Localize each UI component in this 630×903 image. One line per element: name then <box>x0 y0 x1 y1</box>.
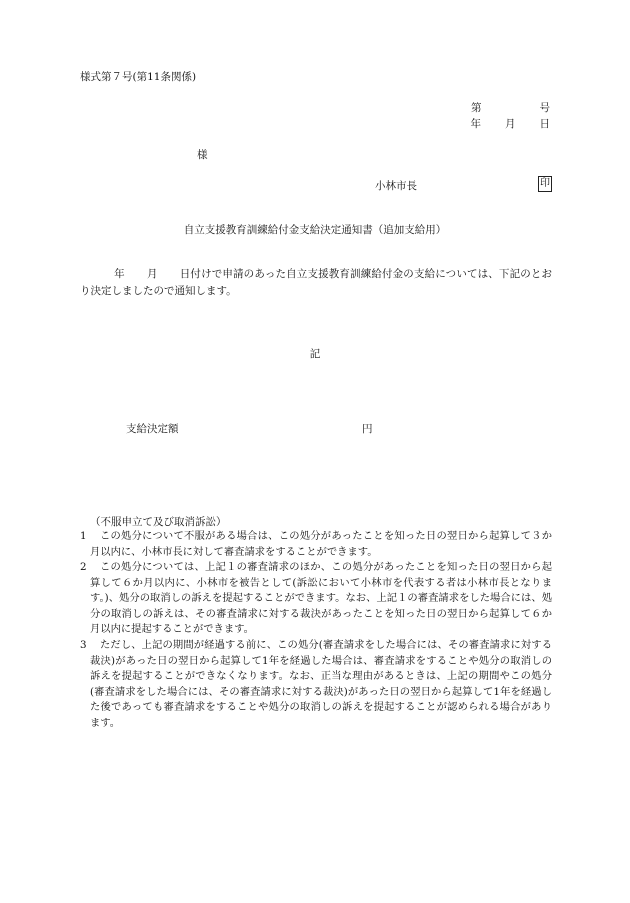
issuer-name: 小林市長 <box>375 180 417 192</box>
amount-label: 支給決定額 <box>126 423 179 435</box>
amount-unit: 円 <box>362 423 373 435</box>
item-number: 3 <box>80 639 87 651</box>
date-year: 年 <box>470 118 481 130</box>
document-number-row <box>471 100 550 115</box>
body-month: 月 <box>146 268 158 280</box>
item-text: この処分については、上記１の審査請求のほか、この処分があったことを知った日の翌日から起算して６か月以内に、小林市を被告として(訴訟において小林市を代表する者は小林市長となります。)、処分の取消しの訴えを提起することができます。なお、上記１の審査請求をした場合には、処分の取消しの訴えは、その審査請求に対する裁決があったことを知った日の翌日から起算して６か月以内に提起することができます。 <box>90 561 552 636</box>
ki-heading: 記 <box>309 348 321 360</box>
notification-body <box>80 266 552 300</box>
appeal-item-1 <box>80 529 552 560</box>
item-text: ただし、上記の期間が経過する前に、この処分(審査請求をした場合には、その審査請求に対する裁決)があった日の翌日から起算して1年を経過した場合は、審査請求をすることや処分の取消しの訴えを提起することができなくなります。なお、正当な理由があるときは、上記の期間やこの処分(審査請求をした場合には、その審査請求に対する裁決)があった日の翌日から起算して1年を経過した後であっても審査請求をすることや処分の取消しの訴えを提起することが認められる場合があります。 <box>90 639 552 729</box>
item-number: 2 <box>80 561 87 573</box>
document-title: 自立支援教育訓練給付金支給決定通知書（追加支給用） <box>183 224 447 236</box>
document-date-row <box>471 116 551 131</box>
appeal-notice-heading: （不服申立て及び取消訴訟） <box>90 516 227 528</box>
form-number-label: 様式第７号(第11条関係) <box>80 71 197 83</box>
addressee-suffix: 様 <box>197 149 208 161</box>
item-text: この処分について不服がある場合は、この処分があったことを知った日の翌日から起算して３か月以内に、小林市長に対して審査請求をすることができます。 <box>90 530 552 558</box>
date-month: 月 <box>505 118 516 130</box>
number-prefix: 第 <box>471 102 482 114</box>
date-day: 日 <box>539 118 550 130</box>
body-text: 日付けで申請のあった自立支援教育訓練給付金の支給については、下記のとおり決定しましたので通知します。 <box>80 268 553 297</box>
appeal-item-3 <box>80 638 552 732</box>
number-suffix: 号 <box>539 102 550 114</box>
item-number: 1 <box>80 530 87 542</box>
seal-mark: 印 <box>538 176 552 192</box>
appeal-item-2 <box>80 560 552 638</box>
body-year: 年 <box>114 268 125 280</box>
